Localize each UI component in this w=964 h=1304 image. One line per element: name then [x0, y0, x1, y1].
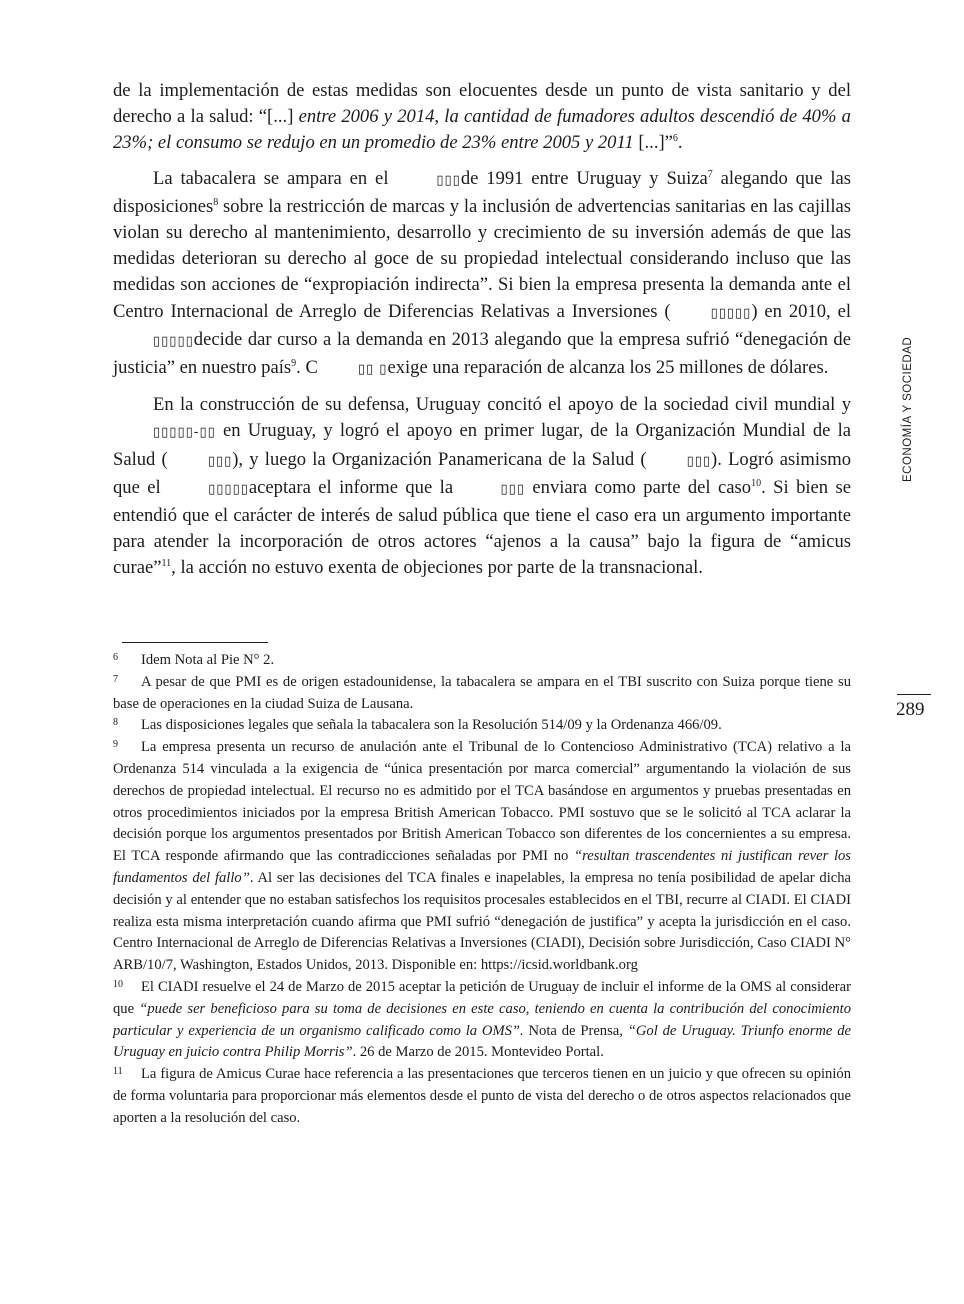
footnote-6 [113, 650, 851, 672]
footnote-italic: “puede ser beneficioso para su toma de decisiones en este caso, teniendo en cuenta la contribución del conocimiento particular y experiencia de un organismo calificado como la OMS”. [113, 1000, 851, 1039]
footnote-italic: “resultan trascendentes ni justifican rever los fundamentos del fallo” [113, 848, 851, 886]
text-run: . Si bien se entendió que el carácter de interés de salud pública que tiene el caso era un argumento importante para atender la incorporación de otros actores “ajenos a la causa” bajo la figura de “amicus curae” [113, 476, 851, 579]
page-number-rule [897, 694, 931, 695]
missing-glyphs: ▯▯▯ [436, 172, 461, 188]
footnote-divider [122, 642, 268, 643]
footnote-text: Nota de Prensa, [523, 1022, 628, 1039]
missing-glyphs: ▯▯▯▯▯-▯▯ [153, 425, 216, 441]
footnote-italic: “Gol de Uruguay. Triunfo enorme de Uruguay en juicio contra Philip Morris” [113, 1022, 852, 1061]
footnote-text: . 26 de Marzo de 2015. Montevideo Portal. [352, 1044, 604, 1061]
body-text [113, 78, 851, 591]
paragraph-1 [113, 78, 851, 157]
text-run: de la implementación de estas medidas son elocuentes desde un punto de vista sanitario y del derecho a la salud: “[...] [113, 80, 851, 128]
text-run: La tabacalera se ampara en el [153, 167, 397, 189]
text-run: sobre la restricción de marcas y la inclusión de advertencias sanitarias en las cajillas violan su derecho al mantenimiento, desarrollo y crecimiento de su inversión además de que las medidas deterioran su derecho al goce de su propiedad intelectual considerando incluso que las medidas son acciones de “expropiación indirecta”. Si bien la empresa presenta la demanda ante el Centro Internacional de Arreglo de Diferencias Relativas a Inversiones ( [113, 195, 851, 322]
text-run: , la acción no estuvo exenta de objeciones por parte de la transnacional. [171, 557, 703, 579]
missing-glyphs: ▯▯▯ [500, 481, 525, 497]
text-run: decide dar curso a la demanda en 2013 alegando que la empresa sufrió “denegación de justicia” en nuestro país [113, 328, 851, 379]
missing-glyphs: ▯▯▯▯▯ [153, 333, 194, 349]
missing-glyphs: ▯▯▯▯▯ [208, 481, 249, 497]
footnotes [113, 650, 851, 1130]
page-number: 289 [896, 699, 925, 720]
text-run: [...]” [633, 132, 673, 154]
footnote-text: . Al ser las decisiones del TCA finales e inapelables, la empresa no tenía posibilidad de apelar dicha decisión y al entender que no estaban satisfechos los requisitos procesales establecidos en el TBI, recurre al CIADI. El CIADI realiza esta misma interpretación cuando afirma que PMI sufrió “denegación de justifica” y acepta la jurisdicción en el caso. Centro Internacional de Arreglo de Diferencias Relativas a Inversiones (CIADI), Decisión sobre Jurisdicción, Caso CIADI N° ARB/10/7, Washington, Estados Unidos, 2013. Disponible en: https://icsid.worldbank.org [113, 869, 851, 974]
text-run: ), y luego la Organización Panamericana de la Salud ( [232, 448, 647, 470]
missing-glyphs: ▯▯▯ [686, 453, 712, 469]
text-run: exige una reparación de alcanza los 25 millones de dólares. [387, 357, 829, 379]
footnote-ref: 10 [751, 477, 762, 489]
footnote-ref: 9 [291, 357, 297, 369]
text-run: . C [296, 357, 318, 379]
footnote-11 [113, 1064, 851, 1129]
footnote-ref: 8 [213, 196, 219, 208]
missing-glyphs: ▯▯▯ [207, 453, 233, 469]
text-run: ). Logró asimismo que el [113, 448, 852, 498]
text-run: En la construcción de su defensa, Uruguay concitó el apoyo de la sociedad civil mundial y [153, 394, 851, 416]
italic-quote: entre 2006 y 2014, la cantidad de fumadores adultos descendió de 40% a 23%; el consumo se redujo en un promedio de 23% entre 2005 y 2011 [113, 106, 851, 154]
footnote-number: 8 [113, 717, 118, 729]
footnote-number: 7 [113, 673, 118, 685]
footnote-ref: 7 [707, 168, 713, 180]
footnote-number: 6 [113, 652, 118, 663]
text-run: en Uruguay, y logró el apoyo en primer lugar, de la Organización Mundial de la Salud ( [113, 420, 851, 470]
text-run: enviara como parte del caso [524, 476, 752, 498]
missing-glyphs: ▯▯▯▯▯ [710, 305, 752, 321]
footnote-text: La empresa presenta un recurso de anulación ante el Tribunal de lo Contencioso Administrativo (TCA) relativo a la Ordenanza 514 vinculada a la exigencia de “única presentación por marca comercial” argumentando la violación de sus derechos de propiedad intelectual. El recurso no es admitido por el TCA basándose en argumentos y pruebas presentadas en otros procedimientos iniciados por la empresa British American Tobacco. PMI sostuvo que se le solicitó al TCA aclarar la decisión porque los argumentos presentados por British American Tobacco son diferentes de los concernientes a su empresa. El TCA responde afirmando que las contradicciones señaladas por PMI no [113, 739, 851, 865]
footnote-10 [113, 977, 851, 1064]
text-run: de 1991 entre Uruguay y Suiza [460, 167, 708, 189]
text-run: aceptara el informe que la [248, 476, 461, 498]
footnote-8 [113, 715, 851, 737]
text-run: ) en 2010, el [751, 300, 851, 322]
paragraph-3 [113, 392, 851, 581]
footnote-text: La figura de Amicus Curae hace referencia a las presentaciones que terceros tienen en un juicio y que ofrecen su opinión de forma voluntaria para proporcionar más elementos desde el punto de vista del derecho o de otros aspectos relacionados que aporten a la resolución del caso. [113, 1066, 851, 1126]
footnote-9 [113, 737, 851, 977]
paragraph-2 [113, 166, 851, 384]
text-run: . [677, 132, 683, 154]
footnote-number: 9 [113, 739, 118, 751]
footnote-text: Las disposiciones legales que señala la tabacalera son la Resolución 514/09 y la Ordenanza 466/09. [141, 717, 722, 734]
footnote-text: A pesar de que PMI es de origen estadounidense, la tabacalera se ampara en el TBI suscrito con Suiza porque tiene su base de operaciones en la ciudad Suiza de Lausana. [113, 673, 851, 712]
footnote-number: 10 [113, 978, 123, 990]
footnote-ref: 11 [161, 558, 172, 570]
text-run: alegando que las disposiciones [113, 167, 851, 217]
section-side-label: ECONOMÍA Y SOCIEDAD [902, 336, 914, 482]
missing-glyphs: ▯▯ ▯ [357, 362, 388, 378]
footnote-text: Idem Nota al Pie N° 2. [141, 652, 275, 668]
footnote-text: El CIADI resuelve el 24 de Marzo de 2015 aceptar la petición de Uruguay de incluir el informe de la OMS al considerar que [113, 978, 851, 1017]
footnote-7 [113, 672, 851, 716]
footnote-number: 11 [113, 1066, 123, 1078]
footnote-ref: 6 [672, 133, 678, 145]
